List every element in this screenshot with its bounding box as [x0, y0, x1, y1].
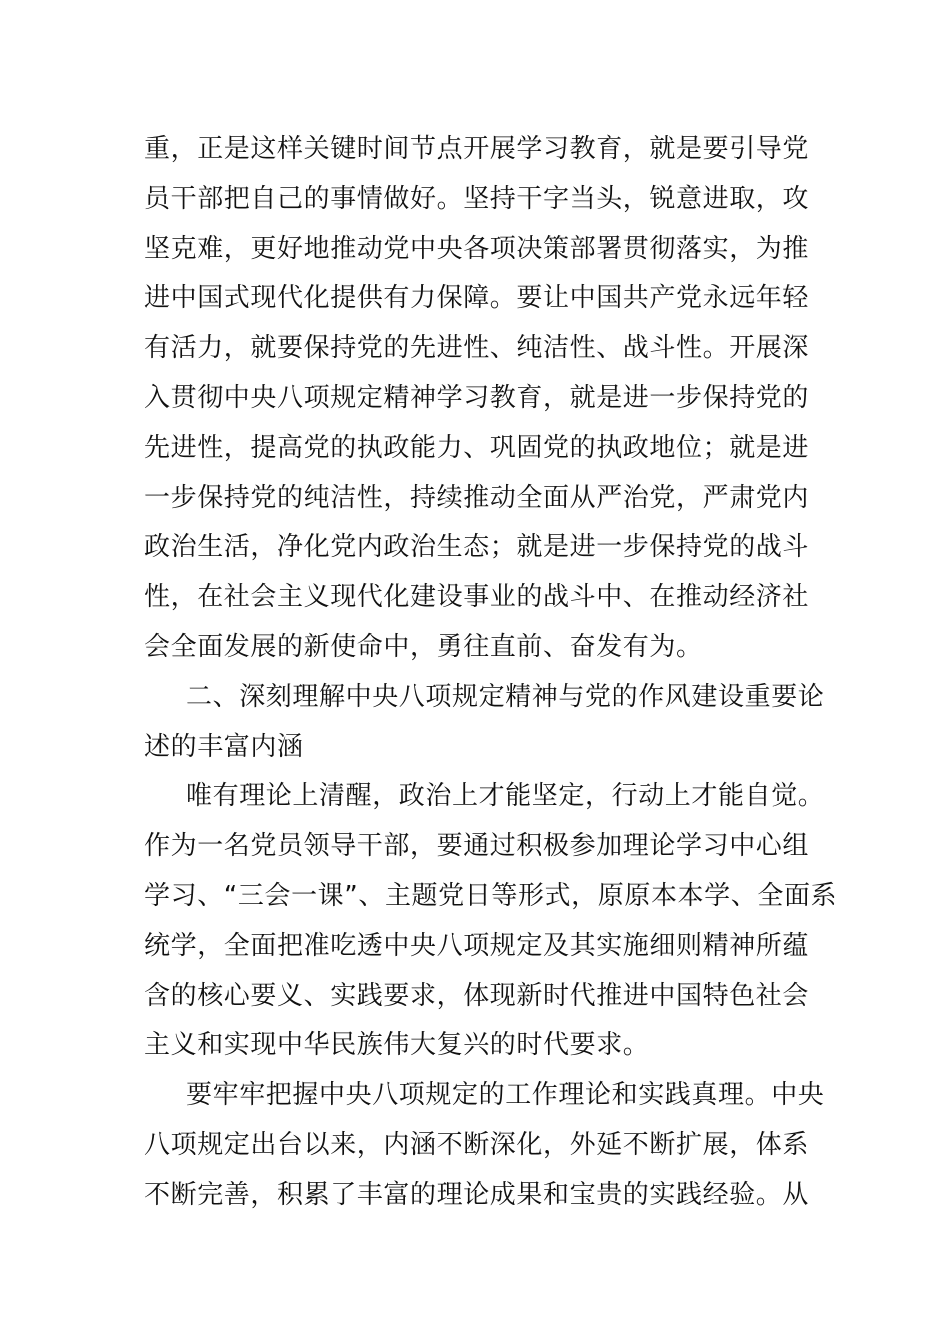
- text-line: 先进性，提高党的执政能力、巩固党的执政地位；就是进: [144, 432, 810, 463]
- text-line: 性，在社会主义现代化建设事业的战斗中、在推动经济社: [144, 582, 810, 613]
- paragraph-start: 要牢牢把握中央八项规定的工作理论和实践真理。中央: [186, 1080, 825, 1111]
- text-line: 有活力，就要保持党的先进性、纯洁性、战斗性。开展深: [144, 333, 810, 364]
- text-line: 不断完善，积累了丰富的理论成果和宝贵的实践经验。从: [144, 1179, 810, 1210]
- text-line: 主义和实现中华民族伟大复兴的时代要求。: [144, 1030, 650, 1061]
- text-line: 学习、“三会一课”、主题党日等形式，原原本本学、全面系: [144, 880, 838, 911]
- text-line: 员干部把自己的事情做好。坚持干字当头，锐意进取，攻: [144, 183, 810, 214]
- section-heading-continued: 述的丰富内涵: [144, 731, 304, 762]
- body-text: [144, 125, 838, 1221]
- text-line: 进中国式现代化提供有力保障。要让中国共产党永远年轻: [144, 283, 810, 314]
- text-line: 一步保持党的纯洁性，持续推动全面从严治党，严肃党内: [144, 482, 810, 513]
- text-line: 入贯彻中央八项规定精神学习教育，就是进一步保持党的: [144, 382, 810, 413]
- section-heading: 二、深刻理解中央八项规定精神与党的作风建设重要论: [186, 681, 825, 712]
- text-line: 坚克难，更好地推动党中央各项决策部署贯彻落实，为推: [144, 233, 810, 264]
- text-line: 统学，全面把准吃透中央八项规定及其实施细则精神所蕴: [144, 930, 810, 961]
- text-line: 含的核心要义、实践要求，体现新时代推进中国特色社会: [144, 980, 810, 1011]
- text-line: 会全面发展的新使命中，勇往直前、奋发有为。: [144, 631, 703, 662]
- text-line: 作为一名党员领导干部，要通过积极参加理论学习中心组: [144, 831, 810, 862]
- text-line: 政治生活，净化党内政治生态；就是进一步保持党的战斗: [144, 532, 810, 563]
- text-line: 重，正是这样关键时间节点开展学习教育，就是要引导党: [144, 134, 810, 164]
- paragraph-start: 唯有理论上清醒，政治上才能坚定，行动上才能自觉。: [186, 781, 825, 812]
- text-line: 八项规定出台以来，内涵不断深化，外延不断扩展，体系: [144, 1129, 810, 1160]
